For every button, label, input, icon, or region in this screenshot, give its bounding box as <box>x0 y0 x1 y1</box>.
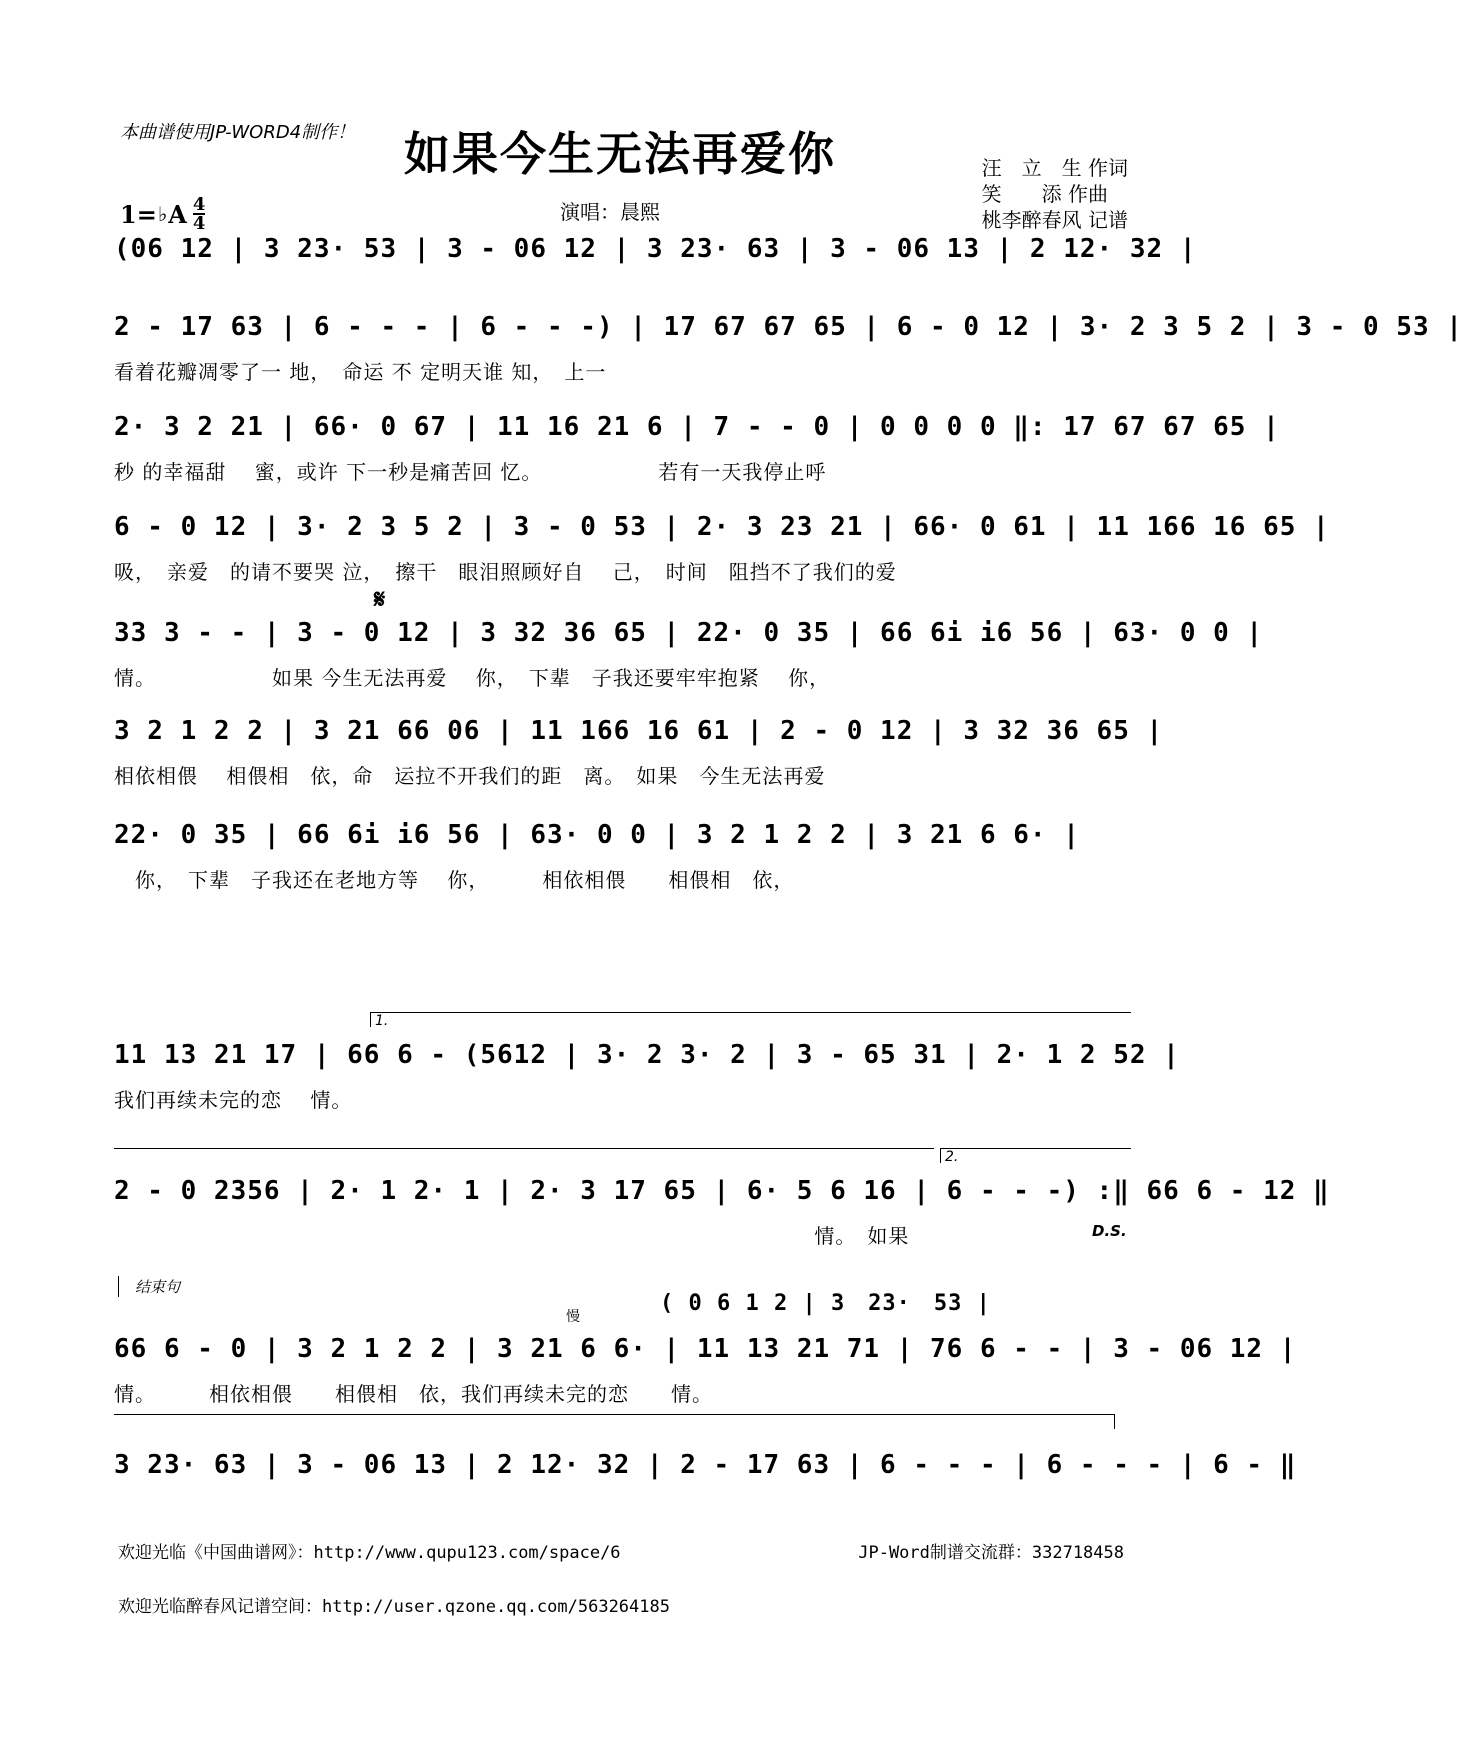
volta-2: 2. <box>940 1148 1131 1163</box>
score-row <box>114 512 1330 585</box>
lyrics-line: 相依相偎 相偎相 依，命 运拉不开我们的距 离。 如果 今生无法再爱 <box>114 764 826 788</box>
ending-intro: ( 0 6 1 2 | 3 23· 53 | <box>660 1291 991 1316</box>
score-row <box>114 1450 1297 1480</box>
credits <box>982 155 1128 233</box>
footer-space: 欢迎光临醉春风记谱空间：http://user.qzone.qq.com/563264185 <box>118 1597 670 1617</box>
ds-marker: D.S. <box>1092 1222 1127 1240</box>
score-row <box>114 234 1197 264</box>
lyrics-line: 我们再续未完的恋 情。 <box>114 1088 353 1112</box>
score-row <box>114 1334 1297 1407</box>
segno-icon: 𝄋 <box>374 585 386 615</box>
singer: 演唱：晨熙 <box>560 200 660 224</box>
notes-line: 33 3 - - | 3 - 0 12 | 3 32 36 65 | 22· 0 35 | 66 6i i6 56 | 63· 0 0 | <box>114 618 1264 648</box>
notes-line: 2 - 0 2356 | 2· 1 2· 1 | 2· 3 17 65 | 6· 5 6 16 | 6 - - -) :‖ 66 6 - 12 ‖ <box>114 1176 1330 1206</box>
volta-line <box>114 1148 934 1163</box>
final-bracket <box>114 1414 1115 1429</box>
score-row <box>114 618 1264 691</box>
time-top: 4 <box>192 194 206 215</box>
lyrics-line: 秒 的幸福甜 蜜，或许 下一秒是痛苦回 忆。 若有一天我停止呼 <box>114 460 827 484</box>
notes-line: 2 - 17 63 | 6 - - - | 6 - - -) | 17 67 67 65 | 6 - 0 12 | 3· 2 3 5 2 | 3 - 0 53 | <box>114 312 1463 342</box>
notes-line: 2· 3 2 21 | 66· 0 67 | 11 16 21 6 | 7 - - 0 | 0 0 0 0 ‖: 17 67 67 65 | <box>114 412 1280 442</box>
notes-line: 66 6 - 0 | 3 2 1 2 2 | 3 21 6 6· | 11 13 21 71 | 76 6 - - | 3 - 06 12 | <box>114 1334 1297 1364</box>
lyrics-line: 看着花瓣凋零了一 地， 命运 不 定明天谁 知， 上一 <box>114 360 607 384</box>
page-title: 如果今生无法再爱你 <box>404 127 836 181</box>
ending-label: 结束句 <box>118 1276 180 1297</box>
notes-line: 3 23· 63 | 3 - 06 13 | 2 12· 32 | 2 - 17 63 | 6 - - - | 6 - - - | 6 - ‖ <box>114 1450 1297 1480</box>
footer-site: 欢迎光临《中国曲谱网》：http://www.qupu123.com/space/6 <box>118 1543 621 1563</box>
score-row <box>114 1040 1180 1113</box>
time-signature <box>193 196 206 232</box>
lyrics-line: 情。 如果 <box>114 1224 910 1248</box>
score-row <box>114 1176 1330 1249</box>
lyrics-line: 情。 相依相偎 相偎相 依，我们再续未完的恋 情。 <box>114 1382 713 1406</box>
lyricist: 汪 立 生 作词 <box>981 156 1128 180</box>
score-row <box>114 716 1164 789</box>
notes-line: (06 12 | 3 23· 53 | 3 - 06 12 | 3 23· 63 | 3 - 06 13 | 2 12· 32 | <box>114 234 1197 264</box>
key-signature <box>120 196 205 232</box>
maker-note: 本曲谱使用JP-WORD4制作！ <box>120 122 356 143</box>
slow-marker: 慢 <box>566 1309 580 1325</box>
score-row <box>114 412 1280 485</box>
volta-1: 1. <box>370 1012 1131 1027</box>
flat-symbol: ♭ <box>157 202 168 226</box>
key-note: A <box>168 199 187 229</box>
key-prefix: 1= <box>120 199 157 229</box>
notes-line: 11 13 21 17 | 66 6 - (5612 | 3· 2 3· 2 | 3 - 65 31 | 2· 1 2 52 | <box>114 1040 1180 1070</box>
notes-line: 3 2 1 2 2 | 3 21 66 06 | 11 166 16 61 | 2 - 0 12 | 3 32 36 65 | <box>114 716 1164 746</box>
lyrics-line: 吸， 亲爱 的请不要哭 泣， 擦干 眼泪照顾好自 己， 时间 阻挡不了我们的爱 <box>114 560 897 584</box>
transcriber: 桃李醉春风 记谱 <box>981 208 1128 232</box>
time-bottom: 4 <box>192 213 206 234</box>
lyrics-line: 你， 下辈 子我还在老地方等 你， 相依相偎 相偎相 依， <box>114 868 795 892</box>
notes-line: 22· 0 35 | 66 6i i6 56 | 63· 0 0 | 3 2 1 2 2 | 3 21 6 6· | <box>114 820 1080 850</box>
footer-group: JP-Word制谱交流群：332718458 <box>858 1543 1124 1563</box>
score-row <box>114 820 1128 893</box>
lyrics-line: 情。 如果 今生无法再爱 你， 下辈 子我还要牢牢抱紧 你， <box>114 666 831 690</box>
score-row <box>114 312 1463 385</box>
notes-line: 6 - 0 12 | 3· 2 3 5 2 | 3 - 0 53 | 2· 3 23 21 | 66· 0 61 | 11 166 16 65 | <box>114 512 1330 542</box>
composer: 笑 添 作曲 <box>981 182 1108 206</box>
